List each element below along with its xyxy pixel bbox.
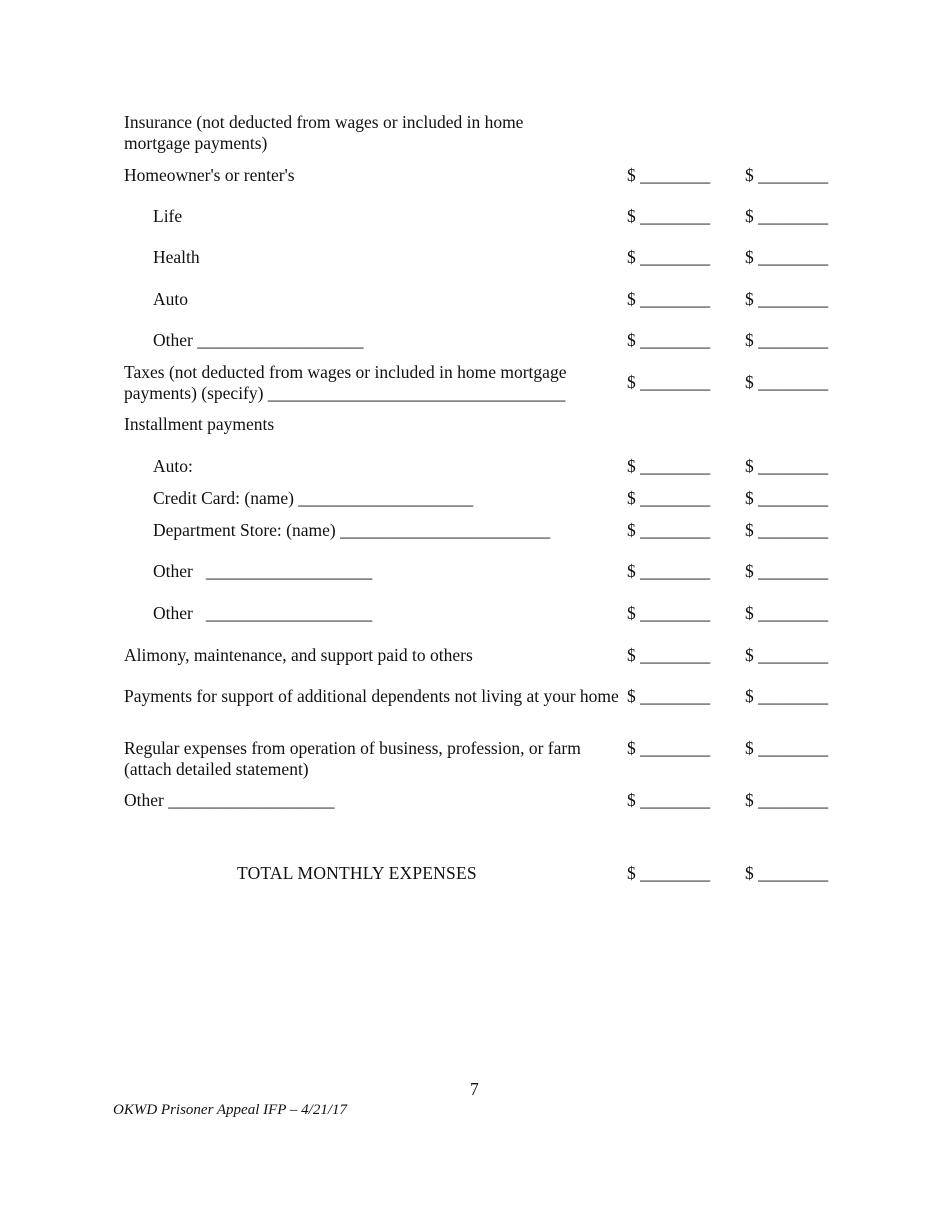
- row-label: Auto:: [153, 456, 193, 476]
- amount-field-col2[interactable]: $ ________: [745, 645, 829, 665]
- amount-field-col1[interactable]: $ ________: [627, 330, 711, 350]
- amount-field-col1[interactable]: $ ________: [627, 645, 711, 665]
- row-label: Life: [153, 206, 183, 226]
- amount-field-col2[interactable]: $ ________: [745, 165, 829, 185]
- total-amount-field-col2[interactable]: $ ________: [745, 863, 829, 883]
- amount-field-col1[interactable]: $ ________: [627, 520, 711, 540]
- amount-field-col2[interactable]: $ ________: [745, 686, 829, 706]
- row-label[interactable]: Other ___________________: [153, 561, 373, 581]
- amount-field-col1[interactable]: $ ________: [627, 289, 711, 309]
- row-label: Homeowner's or renter's: [124, 165, 295, 185]
- total-label: TOTAL MONTHLY EXPENSES: [237, 863, 477, 883]
- amount-field-col1[interactable]: $ ________: [627, 247, 711, 267]
- row-label: Auto: [153, 289, 188, 309]
- amount-field-col1[interactable]: $ ________: [627, 372, 711, 392]
- amount-field-col2[interactable]: $ ________: [745, 790, 829, 810]
- row-label: Payments for support of additional dependents not living at your home: [124, 686, 619, 706]
- amount-field-col1[interactable]: $ ________: [627, 686, 711, 706]
- amount-field-col1[interactable]: $ ________: [627, 603, 711, 623]
- amount-field-col2[interactable]: $ ________: [745, 738, 829, 758]
- amount-field-col2[interactable]: $ ________: [745, 456, 829, 476]
- amount-field-col2[interactable]: $ ________: [745, 372, 829, 392]
- amount-field-col2[interactable]: $ ________: [745, 247, 829, 267]
- amount-field-col1[interactable]: $ ________: [627, 206, 711, 226]
- amount-field-col2[interactable]: $ ________: [745, 206, 829, 226]
- row-label[interactable]: Taxes (not deducted from wages or included in home mortgage payments) (specify) __________________________________: [124, 362, 567, 403]
- row-label[interactable]: Other ___________________: [124, 790, 335, 810]
- row-label: Health: [153, 247, 200, 267]
- amount-field-col1[interactable]: $ ________: [627, 488, 711, 508]
- amount-field-col2[interactable]: $ ________: [745, 289, 829, 309]
- row-label[interactable]: Other ___________________: [153, 603, 373, 623]
- amount-field-col2[interactable]: $ ________: [745, 603, 829, 623]
- row-label: Regular expenses from operation of business, profession, or farm (attach detailed statement): [124, 738, 581, 779]
- amount-field-col2[interactable]: $ ________: [745, 330, 829, 350]
- page-number: 7: [470, 1079, 479, 1099]
- document-footer: OKWD Prisoner Appeal IFP – 4/21/17: [113, 1102, 348, 1118]
- amount-field-col2[interactable]: $ ________: [745, 561, 829, 581]
- total-amount-field-col1[interactable]: $ ________: [627, 863, 711, 883]
- amount-field-col1[interactable]: $ ________: [627, 456, 711, 476]
- row-label: Alimony, maintenance, and support paid to others: [124, 645, 473, 665]
- amount-field-col2[interactable]: $ ________: [745, 520, 829, 540]
- installment-heading-text: Installment payments: [124, 414, 275, 434]
- insurance-heading-text: Insurance (not deducted from wages or included in home mortgage payments): [124, 112, 524, 153]
- amount-field-col1[interactable]: $ ________: [627, 165, 711, 185]
- row-label[interactable]: Department Store: (name) ________________________: [153, 520, 551, 540]
- amount-field-col1[interactable]: $ ________: [627, 561, 711, 581]
- amount-field-col2[interactable]: $ ________: [745, 488, 829, 508]
- amount-field-col1[interactable]: $ ________: [627, 738, 711, 758]
- row-label[interactable]: Other ___________________: [153, 330, 364, 350]
- amount-field-col1[interactable]: $ ________: [627, 790, 711, 810]
- row-label[interactable]: Credit Card: (name) ____________________: [153, 488, 474, 508]
